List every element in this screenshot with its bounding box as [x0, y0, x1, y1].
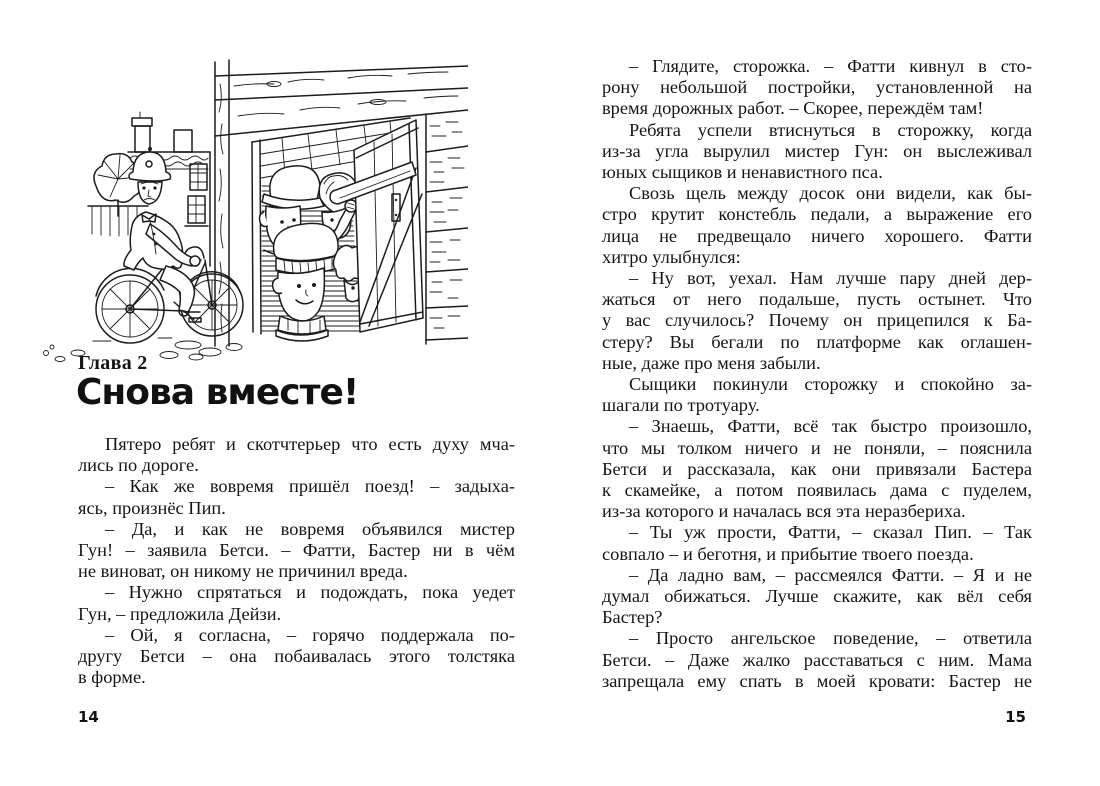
window	[190, 164, 207, 190]
paragraph	[602, 56, 1032, 120]
text-line: – Ну вот, уехал. Нам лучше пару дней дер-	[629, 268, 1032, 289]
paragraph	[602, 565, 1032, 629]
paragraph	[602, 522, 1032, 564]
text-line: Гун, – предложила Дейзи.	[78, 603, 282, 624]
text-line: Бетси. – Даже жалко расставаться с ним. Мама	[602, 649, 1032, 670]
shed	[215, 60, 468, 346]
page-number-left: 14	[78, 708, 99, 726]
text-line: – Знаешь, Фатти, всё так быстро произошло,	[629, 416, 1032, 437]
text-line: Сыщики покинули сторожку и спокойно за-	[629, 374, 1032, 395]
text-line: Гун! – заявила Бетси. – Фатти, Бастер ни в чём	[78, 540, 515, 561]
right-page-text	[602, 56, 1032, 692]
text-line: – Ты уж прости, Фатти, – сказал Пип. – Так	[629, 522, 1032, 543]
paragraph	[602, 416, 1032, 522]
paragraph	[78, 434, 515, 476]
lintel	[215, 66, 468, 136]
page-right	[602, 0, 1032, 786]
left-page-text	[78, 434, 515, 688]
paragraph	[602, 628, 1032, 692]
right-wall	[426, 114, 468, 344]
text-line: шагали по тротуару.	[602, 395, 760, 416]
text-line: рону небольшой постройки, установленной на	[602, 77, 1032, 98]
chapter-label: Глава 2	[78, 352, 148, 374]
illustration-svg	[38, 53, 468, 365]
text-line: из-за которого и началась вся эта неразбериха.	[602, 501, 966, 522]
text-line: Пятеро ребят и скотчтерьер что есть духу мча-	[105, 434, 515, 454]
text-line: что мы толком ничего и не поняли, – пояснила	[602, 437, 1032, 458]
text-line: совпало – и беготня, и прибытие твоего поезда.	[602, 543, 974, 564]
text-line: стеру? Вы бегали по платформе как оглашен-	[602, 331, 1032, 352]
open-door	[354, 120, 423, 332]
text-line: время дорожных работ. – Скорее, переждём там!	[602, 98, 984, 119]
text-line: ные, даже про меня забыли.	[602, 352, 821, 373]
paragraph	[602, 183, 1032, 268]
text-line: Ребята успели втиснуться в сторожку, когда	[629, 119, 1032, 140]
text-line: думал обижаться. Лучше скажите, как вёл себя	[602, 586, 1032, 607]
text-line: из-за угла вырулил мистер Гун: он выслеживал	[602, 140, 1032, 161]
text-line: запрещала ему спать в моей кровати: Бастер не	[602, 670, 1032, 691]
text-line: жаться от него подальше, пусть остынет. Что	[602, 289, 1032, 310]
text-line: – Просто ангельское поведение, – ответила	[629, 628, 1032, 649]
paragraph	[78, 476, 515, 518]
text-line: – Ой, я согласна, – горячо поддержала по-	[105, 624, 515, 645]
boy-with-beret	[273, 223, 339, 341]
chapter-illustration	[38, 53, 468, 365]
text-line: не виноват, он никому не причинил вреда.	[78, 561, 408, 582]
paragraph	[602, 268, 1032, 374]
text-line: к скамейке, а потом появилась дама с пуделем,	[602, 480, 1032, 501]
window	[185, 196, 208, 226]
text-line: лись по дороге.	[78, 455, 199, 476]
text-line: другу Бетси – она побаивалась этого толстяка	[78, 646, 515, 667]
paragraph	[602, 120, 1032, 184]
text-line: Свозь щель между досок они видели, как бы-	[629, 183, 1032, 204]
chapter-title: Снова вместе!	[76, 372, 359, 413]
text-line: Бастер?	[602, 607, 663, 628]
paragraph	[78, 519, 515, 583]
paragraph	[78, 582, 515, 624]
text-line: – Да ладно вам, – рассмеялся Фатти. – Я и не	[629, 564, 1032, 585]
page-left	[78, 0, 515, 786]
text-line: – Нужно спрятаться и подождать, пока уедет	[105, 582, 515, 603]
text-line: стро крутит констебль педали, а выражение его	[602, 204, 1032, 225]
text-line: – Как же вовремя пришёл поезд! – задыха-	[105, 476, 515, 497]
plank-texture	[430, 122, 464, 328]
text-line: лица не предвещало ничего хорошего. Фатти	[602, 225, 1032, 246]
page-number-right: 15	[1005, 708, 1026, 726]
text-line: ясь, произнёс Пип.	[78, 497, 226, 518]
text-line: хитро улыбнулся:	[602, 246, 741, 267]
text-line: Бетси и рассказала, как они привязали Бастера	[602, 458, 1032, 479]
paragraph	[78, 625, 515, 689]
text-line: в форме.	[78, 667, 146, 688]
text-line: – Да, и как не вовремя объявился мистер	[105, 518, 515, 539]
paragraph	[602, 374, 1032, 416]
text-line: – Глядите, сторожка. – Фатти кивнул в сто-	[629, 56, 1032, 76]
text-line: у вас случилось? Почему он прицепился к Ба-	[602, 310, 1032, 331]
text-line: юных сыщиков и ненавистного пса.	[602, 162, 883, 183]
